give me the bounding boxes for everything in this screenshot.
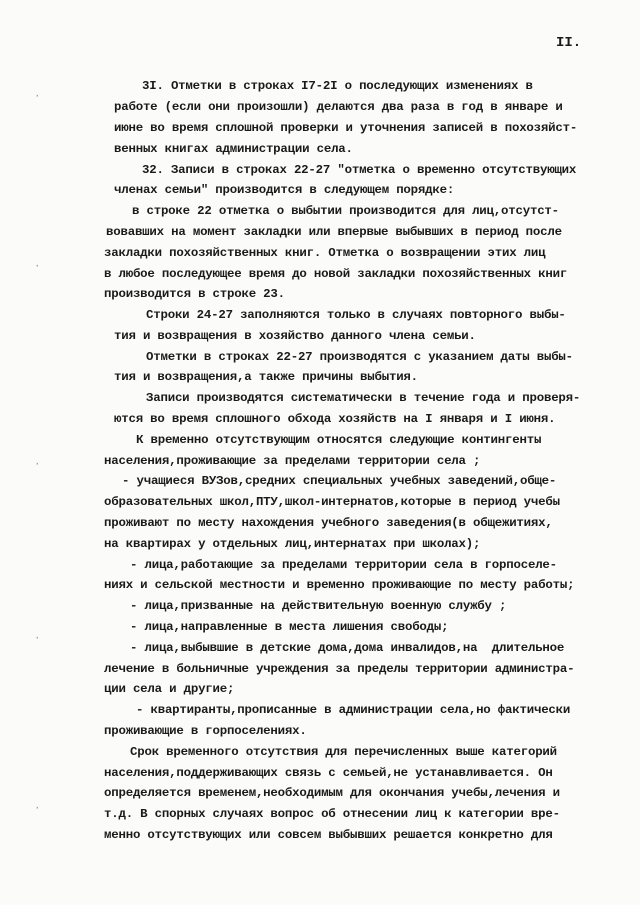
text-line: тия и возвращения в хозяйство данного члена семьи.	[114, 329, 476, 343]
text-line: закладки похозяйственных книг. Отметка о возвращении этих лиц	[104, 246, 546, 260]
text-line: определяется временем,необходимым для окончания учебы,лечения и	[104, 786, 560, 800]
scan-mark: ·	[34, 261, 41, 273]
text-line: членах семьи" производится в следующем порядке:	[114, 183, 455, 197]
text-line: - лица,направленные в места лишения свободы;	[130, 620, 449, 634]
text-line: ниях и сельской местности и временно проживающие по месту работы;	[104, 578, 575, 592]
text-line: - учащиеся ВУЗов,средних специальных учебных заведений,обще-	[122, 474, 557, 488]
page-number: II.	[556, 35, 582, 51]
text-line: менно отсутствующих или совсем выбывших решается конкретно для	[104, 828, 553, 842]
text-line: т.д. В спорных случаях вопрос об отнесении лиц к категории вре-	[104, 807, 560, 821]
text-line: К временно отсутствующим относятся следующие контингенты	[136, 433, 542, 447]
text-line: июне во время сплошной проверки и уточнения записей в похозяйст-	[114, 121, 578, 135]
text-line: образовательных школ,ПТУ,школ-интернатов,которые в период учебы	[104, 495, 560, 509]
text-line: Записи производятся систематически в течение года и проверя-	[146, 391, 581, 405]
text-line: лечение в больничные учреждения за пределы территории администра-	[104, 662, 575, 676]
text-line: 3I. Отметки в строках I7-2I о последующих изменениях в	[142, 79, 533, 93]
text-line: Строки 24-27 заполняются только в случаях повторного выбы-	[146, 308, 566, 322]
text-line: 32. Записи в строках 22-27 "отметка о временно отсутствующих	[142, 163, 577, 177]
text-line: населения,проживающие за пределами территории села ;	[104, 454, 481, 468]
text-line: Срок временного отсутствия для перечисленных выше категорий	[130, 745, 557, 759]
scan-mark: ·	[34, 459, 41, 471]
scan-mark: ·	[34, 91, 41, 103]
text-line: ются во время сплошного обхода хозяйств на I января и I июня.	[114, 412, 556, 426]
text-line: - квартиранты,прописанные в администрации села,но фактически	[136, 703, 571, 717]
text-line: - лица,призванные на действительную военную службу ;	[130, 599, 507, 613]
text-line: в любое последующее время до новой закладки похозяйственных книг	[104, 267, 568, 281]
text-line: населения,поддерживающих связь с семьей,не устанавливается. Он	[104, 766, 553, 780]
text-line: - лица,работающие за пределами территории села в горпоселе-	[130, 558, 557, 572]
text-line: в строке 22 отметка о выбытии производится для лиц,отсутст-	[132, 204, 559, 218]
text-line: на квартирах у отдельных лиц,интернатах при школах);	[104, 537, 481, 551]
text-line: вовавших на момент закладки или впервые выбывших в период после	[106, 225, 562, 239]
text-line: проживают по месту нахождения учебного заведения(в общежитиях,	[104, 516, 553, 530]
text-line: венных книгах администрации села.	[114, 142, 353, 156]
text-line: Отметки в строках 22-27 производятся с указанием даты выбы-	[146, 350, 573, 364]
scan-mark: ·	[34, 633, 41, 645]
text-line: - лица,выбывшие в детские дома,дома инвалидов,на длительное	[130, 641, 565, 655]
text-line: работе (если они произошли) делаются два раза в год в январе и	[114, 100, 563, 114]
text-line: тия и возвращения,а также причины выбытия.	[114, 370, 418, 384]
text-line: производится в строке 23.	[104, 287, 285, 301]
text-line: проживающие в горпоселениях.	[104, 724, 307, 738]
scan-mark: ·	[34, 803, 41, 815]
text-line: ции села и другие;	[104, 682, 235, 696]
